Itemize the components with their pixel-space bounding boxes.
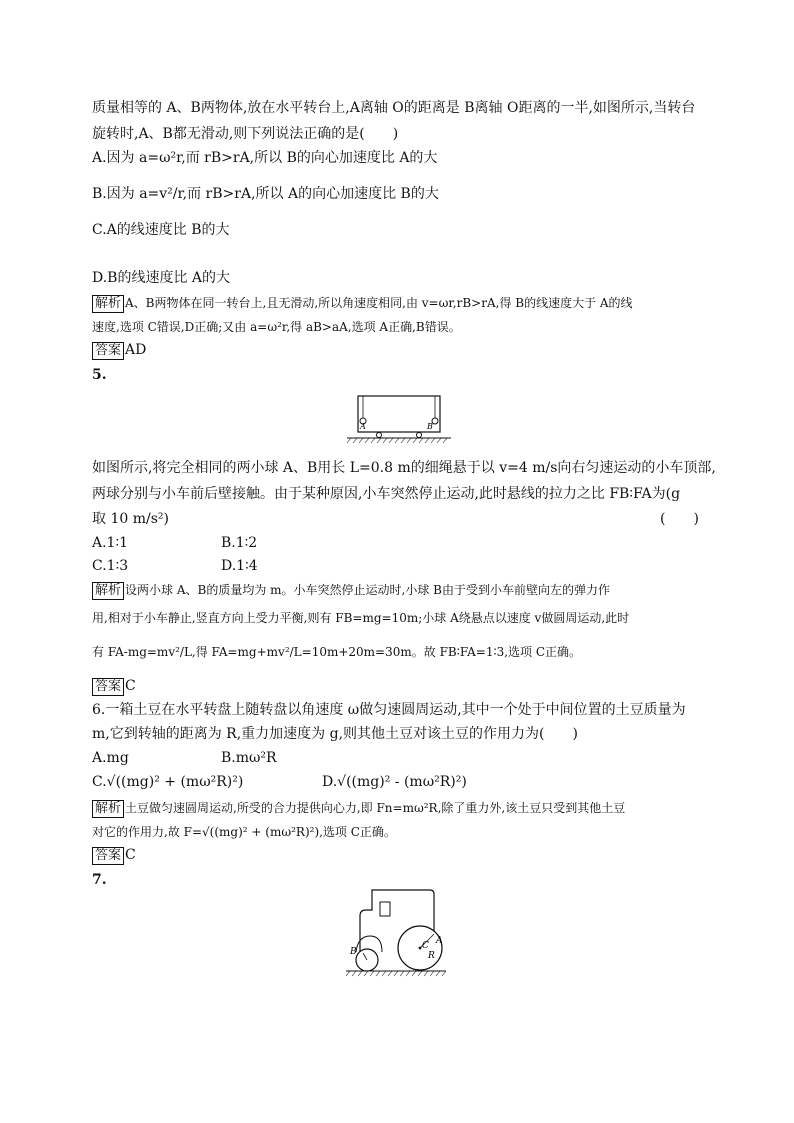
ball-b-label: B: [427, 422, 433, 431]
q5-option-c: C.1∶3: [92, 558, 129, 574]
answer-value: C: [125, 678, 136, 694]
q4-explanation-line2: 速度,选项 C错误,D正确;又由 a=ω²r,得 aB>aA,选项 A正确,B错误。: [92, 320, 461, 334]
q4-option-d: D.B的线速度比 A的大: [92, 270, 231, 286]
q5-explanation-line1: [92, 580, 610, 600]
q6-stem-line1: [92, 700, 686, 720]
q4-option-a: A.因为 a=ω²r,而 rB>rA,所以 B的向心加速度比 A的大: [92, 150, 438, 166]
q4-answer: [92, 340, 146, 360]
q4-option-b: B.因为 a=v²/r,而 rB>rA,所以 A的向心加速度比 B的大: [92, 186, 439, 202]
q4-option-c: C.A的线速度比 B的大: [92, 222, 230, 238]
explanation-text: 设两小球 A、B的质量均为 m。小车突然停止运动时,小球 B由于受到小车前壁向左的弹力作: [125, 583, 610, 597]
explanation-tag: 解析: [92, 582, 124, 600]
q5-stem-line2: 两球分别与小车前后壁接触。由于某种原因,小车突然停止运动,此时悬线的拉力之比 FB∶FA为(g: [92, 486, 681, 502]
explanation-tag: 解析: [92, 295, 124, 313]
q7-number: 7.: [92, 872, 107, 888]
q5-option-a: A.1∶1: [92, 535, 129, 551]
q6-stem-line2: m,它到转轴的距离为 R,重力加速度为 g,则其他土豆对该土豆的作用力为( ): [92, 726, 578, 742]
q4-stem-line1: 质量相等的 A、B两物体,放在水平转台上,A离轴 O的距离是 B离轴 O距离的一半,如图所示,当转台: [92, 100, 696, 116]
q5-number: 5.: [92, 367, 107, 383]
point-c-label: C: [422, 941, 429, 951]
answer-tag: 答案: [92, 847, 124, 865]
q5-option-b: B.1∶2: [221, 535, 258, 551]
q6-option-a: A.mg: [92, 750, 129, 766]
q4-stem-line2: 旋转时,A、B都无滑动,则下列说法正确的是( ): [92, 126, 399, 142]
q6-option-d: D.√((mg)² - (mω²R)²): [322, 774, 467, 790]
q6-explanation-line2: 对它的作用力,故 F=√((mg)² + (mω²R)²),选项 C正确。: [92, 825, 396, 839]
q5-answer: [92, 676, 136, 696]
point-b-label: B: [350, 947, 357, 957]
q5-stem-line1: 如图所示,将完全相同的两小球 A、B用长 L=0.8 m的细绳悬于以 v=4 m/s向右匀速运动的小车顶部,: [92, 460, 716, 476]
explanation-text: 土豆做匀速圆周运动,所受的合力提供向心力,即 Fn=mω²R,除了重力外,该土豆只受到其他土豆: [125, 801, 626, 815]
point-a-label: A: [436, 936, 443, 946]
answer-tag: 答案: [92, 342, 124, 360]
explanation-text: A、B两物体在同一转台上,且无滑动,所以角速度相同,由 v=ωr,rB>rA,得 B的线速度大于 A的线: [125, 296, 633, 310]
q4-explanation-line1: [92, 293, 633, 313]
ball-a-label: A: [360, 422, 366, 431]
q5-stem-line3: 取 10 m/s²): [92, 511, 169, 527]
q6-option-b: B.mω²R: [221, 750, 277, 766]
q5-option-d: D.1∶4: [221, 558, 258, 574]
answer-value: AD: [125, 342, 147, 358]
q5-explanation-line3: 有 FA-mg=mv²/L,得 FA=mg+mv²/L=10m+20m=30m。故 FB∶FA=1∶3,选项 C正确。: [92, 645, 582, 659]
answer-value: C: [125, 847, 136, 863]
q7-tractor-figure: [342, 886, 450, 980]
q5-explanation-line2: 用,相对于小车静止,竖直方向上受力平衡,则有 FB=mg=10m;小球 A绕悬点以速度 v做圆周运动,此时: [92, 611, 630, 625]
answer-tag: 答案: [92, 678, 124, 696]
q5-answer-paren: ( ): [660, 511, 699, 527]
q6-option-c: C.√((mg)² + (mω²R)²): [92, 774, 244, 790]
q5-cart-figure: [345, 392, 455, 444]
explanation-tag: 解析: [92, 800, 124, 818]
radius-r-label: R: [428, 951, 435, 961]
q6-stem-text: 6.一箱土豆在水平转盘上随转盘以角速度 ω做匀速圆周运动,其中一个处于中间位置的土豆质量为: [92, 702, 686, 718]
q6-answer: [92, 845, 136, 865]
q6-explanation-line1: [92, 798, 625, 818]
